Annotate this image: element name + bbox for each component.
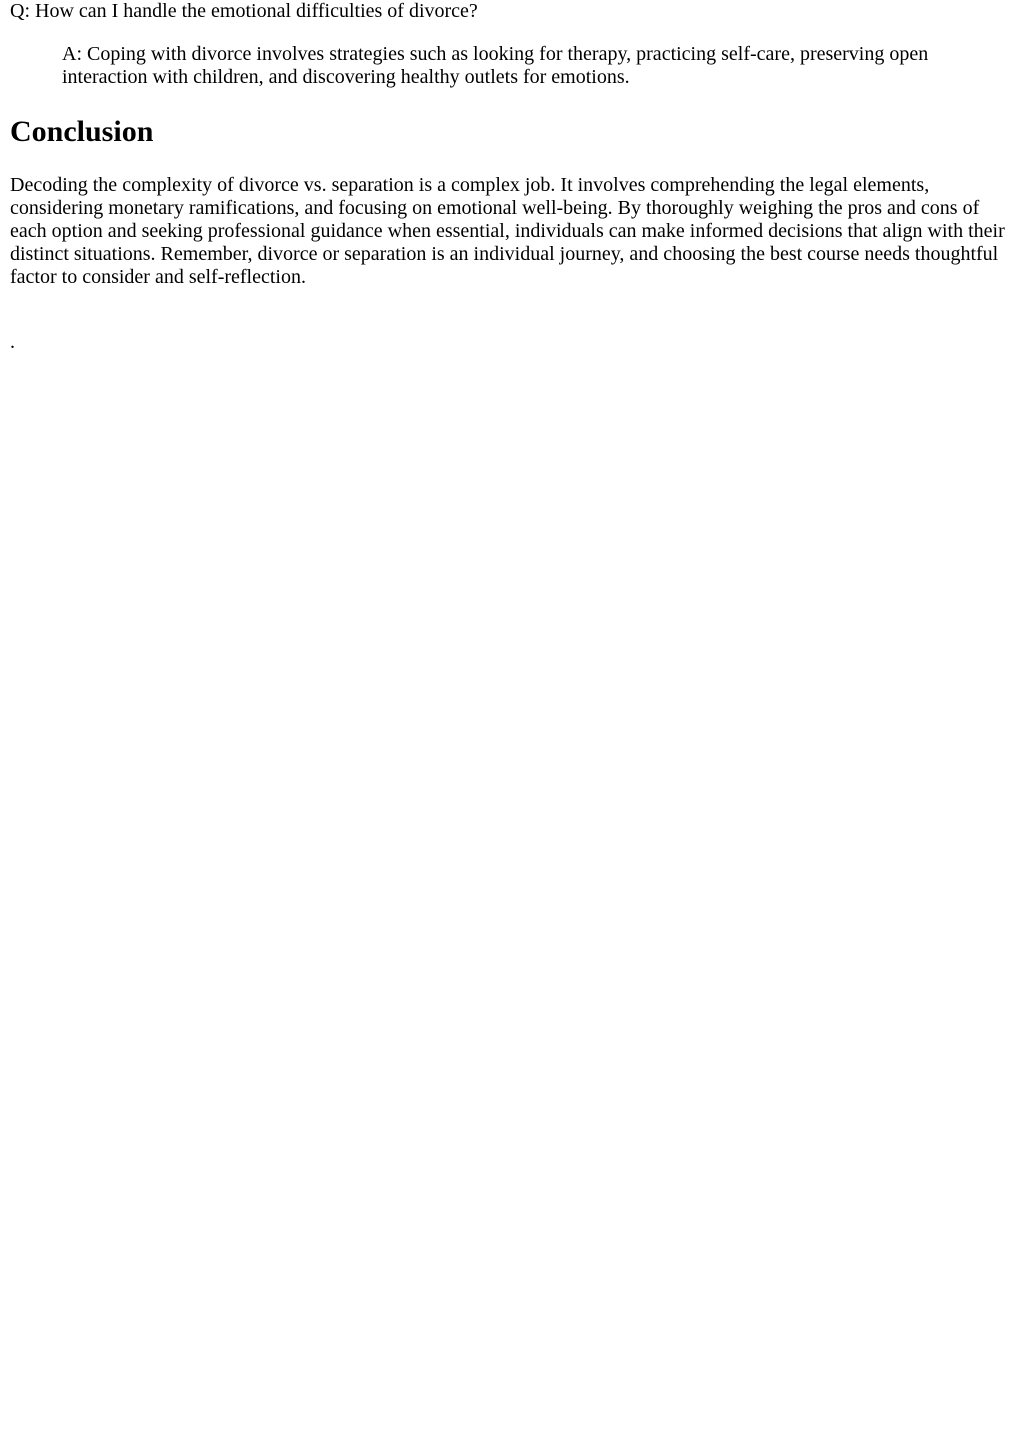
faq-question: Q: How can I handle the emotional difficulties of divorce? bbox=[10, 0, 478, 22]
document-page bbox=[0, 0, 1024, 354]
faq-answer: A: Coping with divorce involves strategies such as looking for therapy, practicing self-care, preserving open interaction with children, and discovering healthy outlets for emotions. bbox=[62, 43, 929, 88]
conclusion-paragraph: Decoding the complexity of divorce vs. separation is a complex job. It involves comprehending the legal elements, considering monetary ramifications, and focusing on emotional well-being. By thoroughly weighing the pros and cons of each option and seeking professional guidance when essential, individuals can make informed decisions that align with their distinct situations. Remember, divorce or separation is an individual journey, and choosing the best course needs thoughtful factor to consider and self-reflection. bbox=[10, 174, 1005, 288]
trailing-text: . bbox=[10, 331, 15, 353]
conclusion-heading: Conclusion bbox=[10, 115, 154, 148]
